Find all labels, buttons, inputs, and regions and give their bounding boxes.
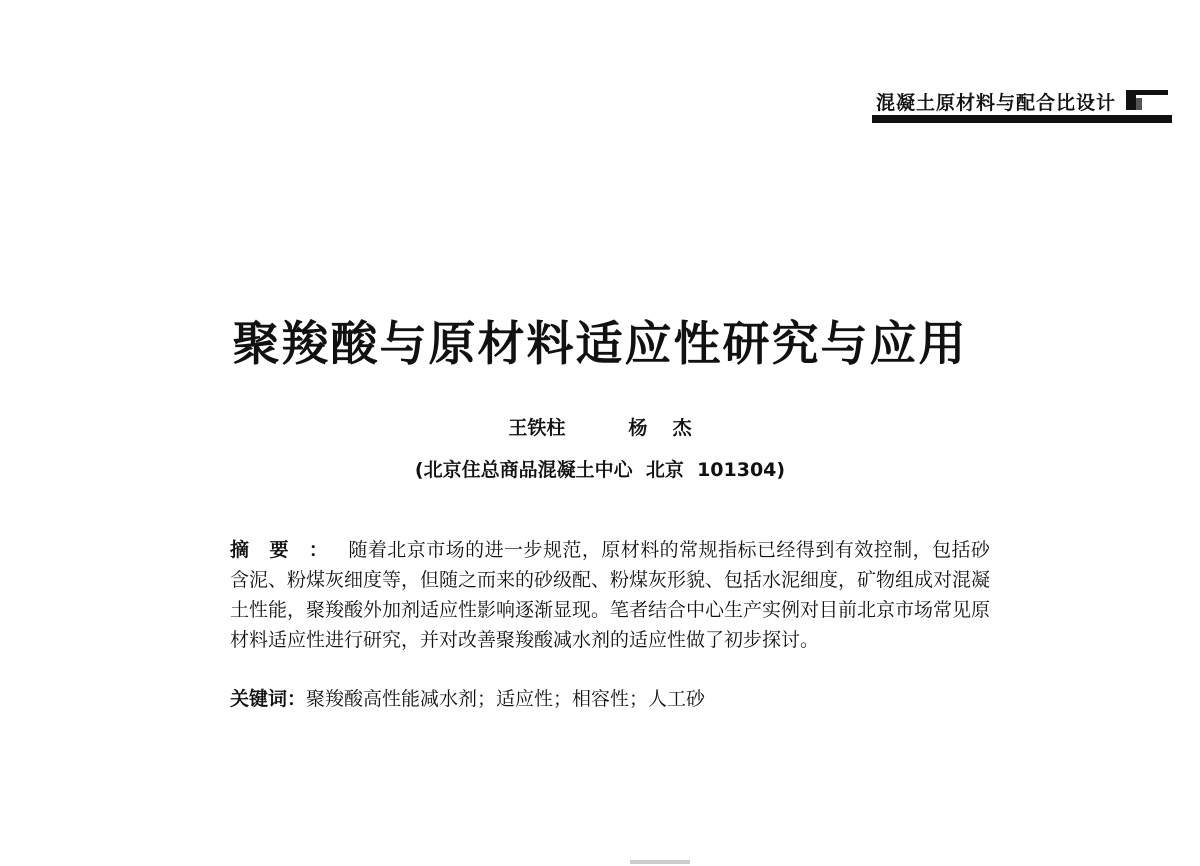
- keywords: [230, 684, 990, 714]
- abstract: [230, 535, 990, 655]
- affiliation: (北京住总商品混凝土中心 北京 101304): [414, 459, 786, 481]
- section-title: 混凝土原材料与配合比设计: [875, 92, 1116, 114]
- abstract-text: 随着北京市场的进一步规范，原材料的常规指标已经得到有效控制，包括砂含泥、粉煤灰细度等，但随之而来的砂级配、粉煤灰形貌、包括水泥细度，矿物组成对混凝土性能，聚羧酸外加剂适应性影响逐渐显现。笔者结合中心生产实例对目前北京市场常见原材料适应性进行研究，并对改善聚羧酸减水剂的适应性做了初步探讨。: [230, 539, 991, 651]
- keywords-text: 聚羧酸高性能减水剂；适应性；相容性；人工砂: [306, 688, 706, 710]
- abstract-label: 摘要：: [230, 539, 349, 561]
- page-bottom-fragment: [600, 860, 720, 866]
- running-header: [872, 84, 1172, 128]
- header-corner-mark-icon: [1126, 86, 1168, 110]
- authors: 王铁柱 杨 杰: [508, 417, 692, 439]
- keywords-label: 关键词：: [230, 688, 307, 710]
- header-rule: [872, 115, 1172, 123]
- paper-title: 聚羧酸与原材料适应性研究与应用: [232, 317, 968, 372]
